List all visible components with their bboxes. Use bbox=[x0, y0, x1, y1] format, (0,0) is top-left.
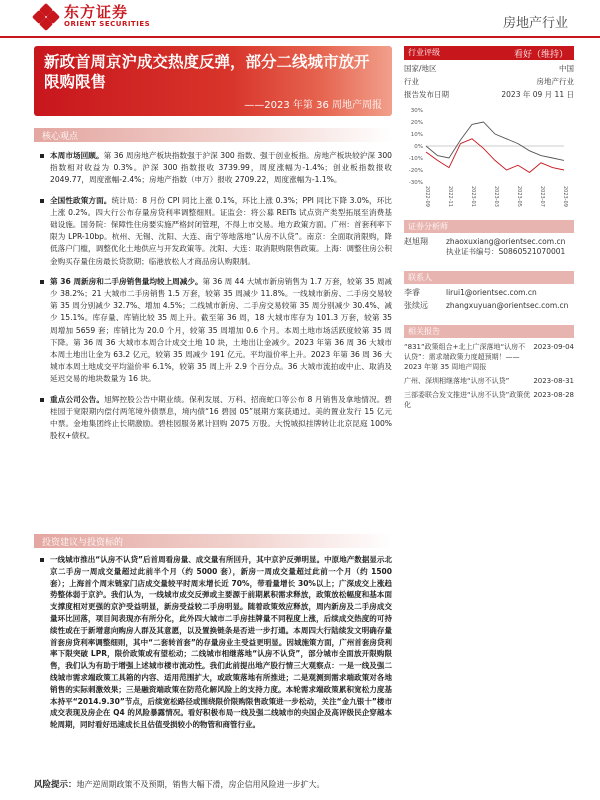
rating-value: 看好（维持） bbox=[513, 50, 568, 60]
related-report[interactable] bbox=[404, 390, 574, 410]
info-key: 行业 bbox=[404, 77, 419, 86]
contact-email[interactable]: zhangxuyuan@orientsec.com.cn bbox=[446, 301, 569, 310]
logo-english-name: ORIENT SECURITIES bbox=[64, 20, 151, 28]
related-report-date: 2023-08-28 bbox=[533, 391, 574, 399]
paragraph-heading: 本周市场回顾。 bbox=[50, 151, 104, 160]
orient-securities-logo bbox=[34, 4, 150, 29]
y-tick-label: -10% bbox=[408, 156, 423, 162]
related-header bbox=[404, 325, 574, 338]
info-key: 国家/地区 bbox=[404, 64, 437, 73]
risk-label: 风险提示： bbox=[34, 780, 77, 790]
paragraph-text: 旭辉控股公告中期业绩。保利发展、万科、招商蛇口等公布 8 月销售及拿地情况。碧桂园于宽限期内偿付两笔境外债票息，境内债“16 碧园 05”展期方案获通过。美的置业发行 15 亿元中票。金地集团终止长期激励。碧桂园服务累计回购 2075 万股。大悦城拟挂牌转让北京昆庭 100%股权+债权。 bbox=[50, 394, 393, 441]
performance-chart-svg bbox=[404, 104, 574, 212]
related-list bbox=[404, 342, 574, 410]
info-row bbox=[404, 63, 574, 74]
core-views-label: 核心观点 bbox=[42, 132, 79, 142]
y-tick-label: 10% bbox=[410, 132, 423, 138]
related-report-title[interactable]: 广州、深圳相继落地“认房不认贷” bbox=[404, 377, 510, 385]
risk-warning bbox=[34, 779, 574, 791]
y-tick-label: 0% bbox=[414, 144, 423, 150]
investment-label: 投资建议与投资标的 bbox=[42, 538, 124, 548]
logo-chinese-name: 东方证券 bbox=[64, 3, 129, 21]
related-report-title[interactable]: “831”政策组合+北上广深落地“认房不认贷”：需求端政策力度超预期！——2023 年第 35 周地产周报 bbox=[404, 343, 526, 371]
x-tick-label: 2023-01 bbox=[470, 186, 476, 207]
risk-text: 地产逆周期政策不及预期，销售大幅下滑，房企信用风险进一步扩大。 bbox=[76, 780, 325, 789]
sidebar bbox=[404, 46, 574, 414]
core-views-header bbox=[34, 128, 392, 142]
x-tick-label: 2023-09 bbox=[562, 186, 568, 207]
industry-tag: 房地产行业 bbox=[502, 16, 568, 31]
y-tick-label: -30% bbox=[408, 180, 423, 186]
paragraph-sales bbox=[40, 276, 392, 386]
contact-header bbox=[404, 271, 574, 284]
contact-row bbox=[404, 301, 574, 311]
info-list bbox=[404, 63, 574, 100]
related-label: 相关报告 bbox=[408, 327, 440, 336]
x-tick-label: 2022-11 bbox=[447, 186, 453, 207]
related-report-title[interactable]: 三部委联合发文推进“认房不认贷”政策优化 bbox=[404, 391, 531, 409]
paragraph-policy bbox=[40, 195, 392, 268]
paragraph-announcements bbox=[40, 394, 392, 443]
analyst-name: 赵旭翔 bbox=[404, 237, 428, 246]
report-title: 新政首周京沪成交热度反弹，部分二线城市放开限购限售 bbox=[44, 53, 370, 91]
investment-paragraph: 一线城市推出“认房不认贷”后首周看房量、成交量有所回升，其中京沪反弹明显。中原地产数据显示北京二手房一周成交量超过此前半个月（约 5000 套），新房一周成交量超过此前一个月（约 1500 套）；上海首个周末链家门店成交量较平时周末增长近 70%，带看量增长 30%以上；广深成交上涨趋势整体弱于京沪。我们认为，一线城市成交反弹或主要源于前期累积需求释放，政策放松幅度和基本面支撑度相对更强的京沪受益明显，新房受益较二手房明显。随着政策效应释放，周内新房及二手房成交量环比回落，项目间表现亦有所分化，此外四大城市二手房挂牌量不同程度上涨，后续成交热度的可持续性或在于新增意向购房人群及其意愿，以及置换链条是否进一步打通。本周四大行陆续发文明确存量首套房贷利率调整细则，其中“二套转首套”的存量房业主受益更明显。因城施策方面，广州首套房贷利率下限突破 LPR，限价政策或有望松动；二线城市相继落地“认房不认贷”，部分城市全面放开限购限售，我们认为有助于增强上述城市楼市流动性。我们此前提出地产股行情三大观察点：一是一线及强二线城市需求端政策工具箱的内容、适用范围扩大，或政策落地有所推进；二是观测到需求端政策对各地销售的实际刺激效果；三是融资端政策在防范化解风险上的支持力度。本轮需求端政策累积宽松力度基本持平“2014.9.30”节点，后续宽松路径或围绕限价限购限售政策进一步松动，关注“金九银十”楼市成交表现及房企在 Q4 的风险暴露情况。看好积极布局一线及强二线城市的央国企及高评级民企穿越本轮周期，同时看好迅速成长且估值受损较小的物管和商管行业。 bbox=[40, 554, 392, 731]
contact-name: 张续远 bbox=[404, 301, 428, 310]
info-value: 中国 bbox=[559, 64, 574, 73]
contact-label: 联系人 bbox=[408, 273, 432, 282]
info-key: 报告发布日期 bbox=[404, 90, 449, 99]
x-tick-label: 2022-09 bbox=[424, 186, 430, 207]
y-tick-label: -20% bbox=[408, 168, 423, 174]
analyst-label: 证券分析师 bbox=[408, 222, 448, 231]
contact-name: 李睿 bbox=[404, 288, 420, 297]
y-tick-label: 30% bbox=[410, 108, 423, 114]
related-report[interactable] bbox=[404, 376, 574, 386]
paragraph-heading: 第 36 周新房和二手房销售量均较上周减少。 bbox=[50, 276, 203, 286]
info-row bbox=[404, 76, 574, 87]
analyst-email[interactable]: zhaoxuxiang@orientsec.com.cn bbox=[446, 237, 566, 246]
x-tick-label: 2023-03 bbox=[493, 186, 499, 207]
investment-body bbox=[40, 554, 392, 731]
analyst-list bbox=[404, 237, 574, 257]
y-tick-label: 20% bbox=[410, 120, 423, 126]
analyst-header bbox=[404, 220, 574, 233]
paragraph-text: 第 36 周 44 大城市新房销售为 1.7 万套，较第 35 周减少 38.2%；21 大城市二手房销售 1.5 万套，较第 35 周减少 11.8%。一线城市新房、二手房交易较第 35 周分别减少 32.7%、增加 4.5%；二线城市新房、二手房交易较第 35 周分别减少 30.4%、减少 15.1%。库存量、库销比较 35 周上升。截至第 36 周，18 大城市库存为 101.3 万套，较第 35 周增加 5659 套；库销比为 20.0 个月，较第 35 周增加 0.6 个月。本周土地市场活跃度较第 35 周下降。第 36 周 36 大城市本周合计成交土地 10 块，土地出让金减少。2023 年第 36 周 36 大城市本周土地出让金为 63.2 亿元，较第 35 周减少 191 亿元。平均溢价率上升。2023 年第 36 周 36 大城市本周土地成交平均溢价率 6.1%，较第 35 周上升 2.9 个百分点。36 大城市流拍或中止、取消及延迟交易的地块数量为 16 块。 bbox=[50, 276, 393, 384]
rating-label: 行业评级 bbox=[408, 48, 440, 57]
performance-chart bbox=[404, 104, 574, 212]
analyst-cert-row bbox=[404, 247, 574, 257]
contact-list bbox=[404, 288, 574, 311]
paragraph-text: 第 36 周房地产板块指数强于沪深 300 指数、强于创业板指。房地产板块较沪深 300 指数相对收益为 0.3%。沪深 300 指数报收 3739.99，周度涨幅为-1.4%；创业板指数报收 2049.77，周度涨幅-2.4%；房地产指数（申万）报收 2709.22，周度涨幅为-1.1%。 bbox=[50, 151, 393, 185]
investment-header bbox=[34, 534, 392, 548]
related-report[interactable] bbox=[404, 342, 574, 372]
related-report-date: 2023-08-31 bbox=[533, 377, 574, 385]
page-header bbox=[0, 0, 600, 38]
report-title-banner bbox=[34, 46, 392, 116]
info-value: 2023 年 09 月 11 日 bbox=[501, 90, 574, 99]
x-tick-label: 2023-07 bbox=[539, 186, 545, 207]
series-line-1 bbox=[426, 122, 564, 160]
contact-row bbox=[404, 288, 574, 298]
related-report-date: 2023-09-04 bbox=[533, 343, 574, 351]
series-line-0 bbox=[426, 139, 564, 173]
contact-email[interactable]: lirui1@orientsec.com.cn bbox=[446, 288, 537, 297]
paragraph-heading: 重点公司公告。 bbox=[50, 394, 105, 404]
info-row bbox=[404, 89, 574, 100]
analyst-cert: 执业证书编号：S0860521070001 bbox=[446, 247, 566, 256]
x-tick-label: 2023-05 bbox=[516, 186, 522, 207]
report-subtitle: ——2023 年第 36 周地产周报 bbox=[244, 100, 382, 111]
logo-mark-icon bbox=[34, 5, 58, 29]
analyst-row bbox=[404, 237, 574, 247]
paragraph-market-review bbox=[40, 150, 392, 187]
core-views-body bbox=[40, 150, 392, 442]
paragraph-heading: 全国性政策方面。 bbox=[50, 195, 112, 205]
paragraph-text: 统计局：8 月份 CPI 同比上涨 0.1%，环比上涨 0.3%；PPI 同比下降 3.0%，环比上涨 0.2%。四大行公布存量房贷利率调整细则。证监会：将公募 REITs 试点资产类型拓展至消费基础设施。国务院：保障性住房要实施严格封闭管理，不得上市交易。地方政策方面。广州：首套利率下限为 LPR-10bp。杭州、无锡、沈阳、大连、南宁等地落地“认房不认贷”。南京：全面取消限购，降低落户门槛，调整优化土地供应与开发政策等。沈阳、大连：取消限购限售政策。上海：调整住房公积金购买存量住房最长贷款期；临港放松人才商品房认购限制。 bbox=[50, 195, 393, 266]
info-value: 房地产行业 bbox=[536, 77, 574, 86]
